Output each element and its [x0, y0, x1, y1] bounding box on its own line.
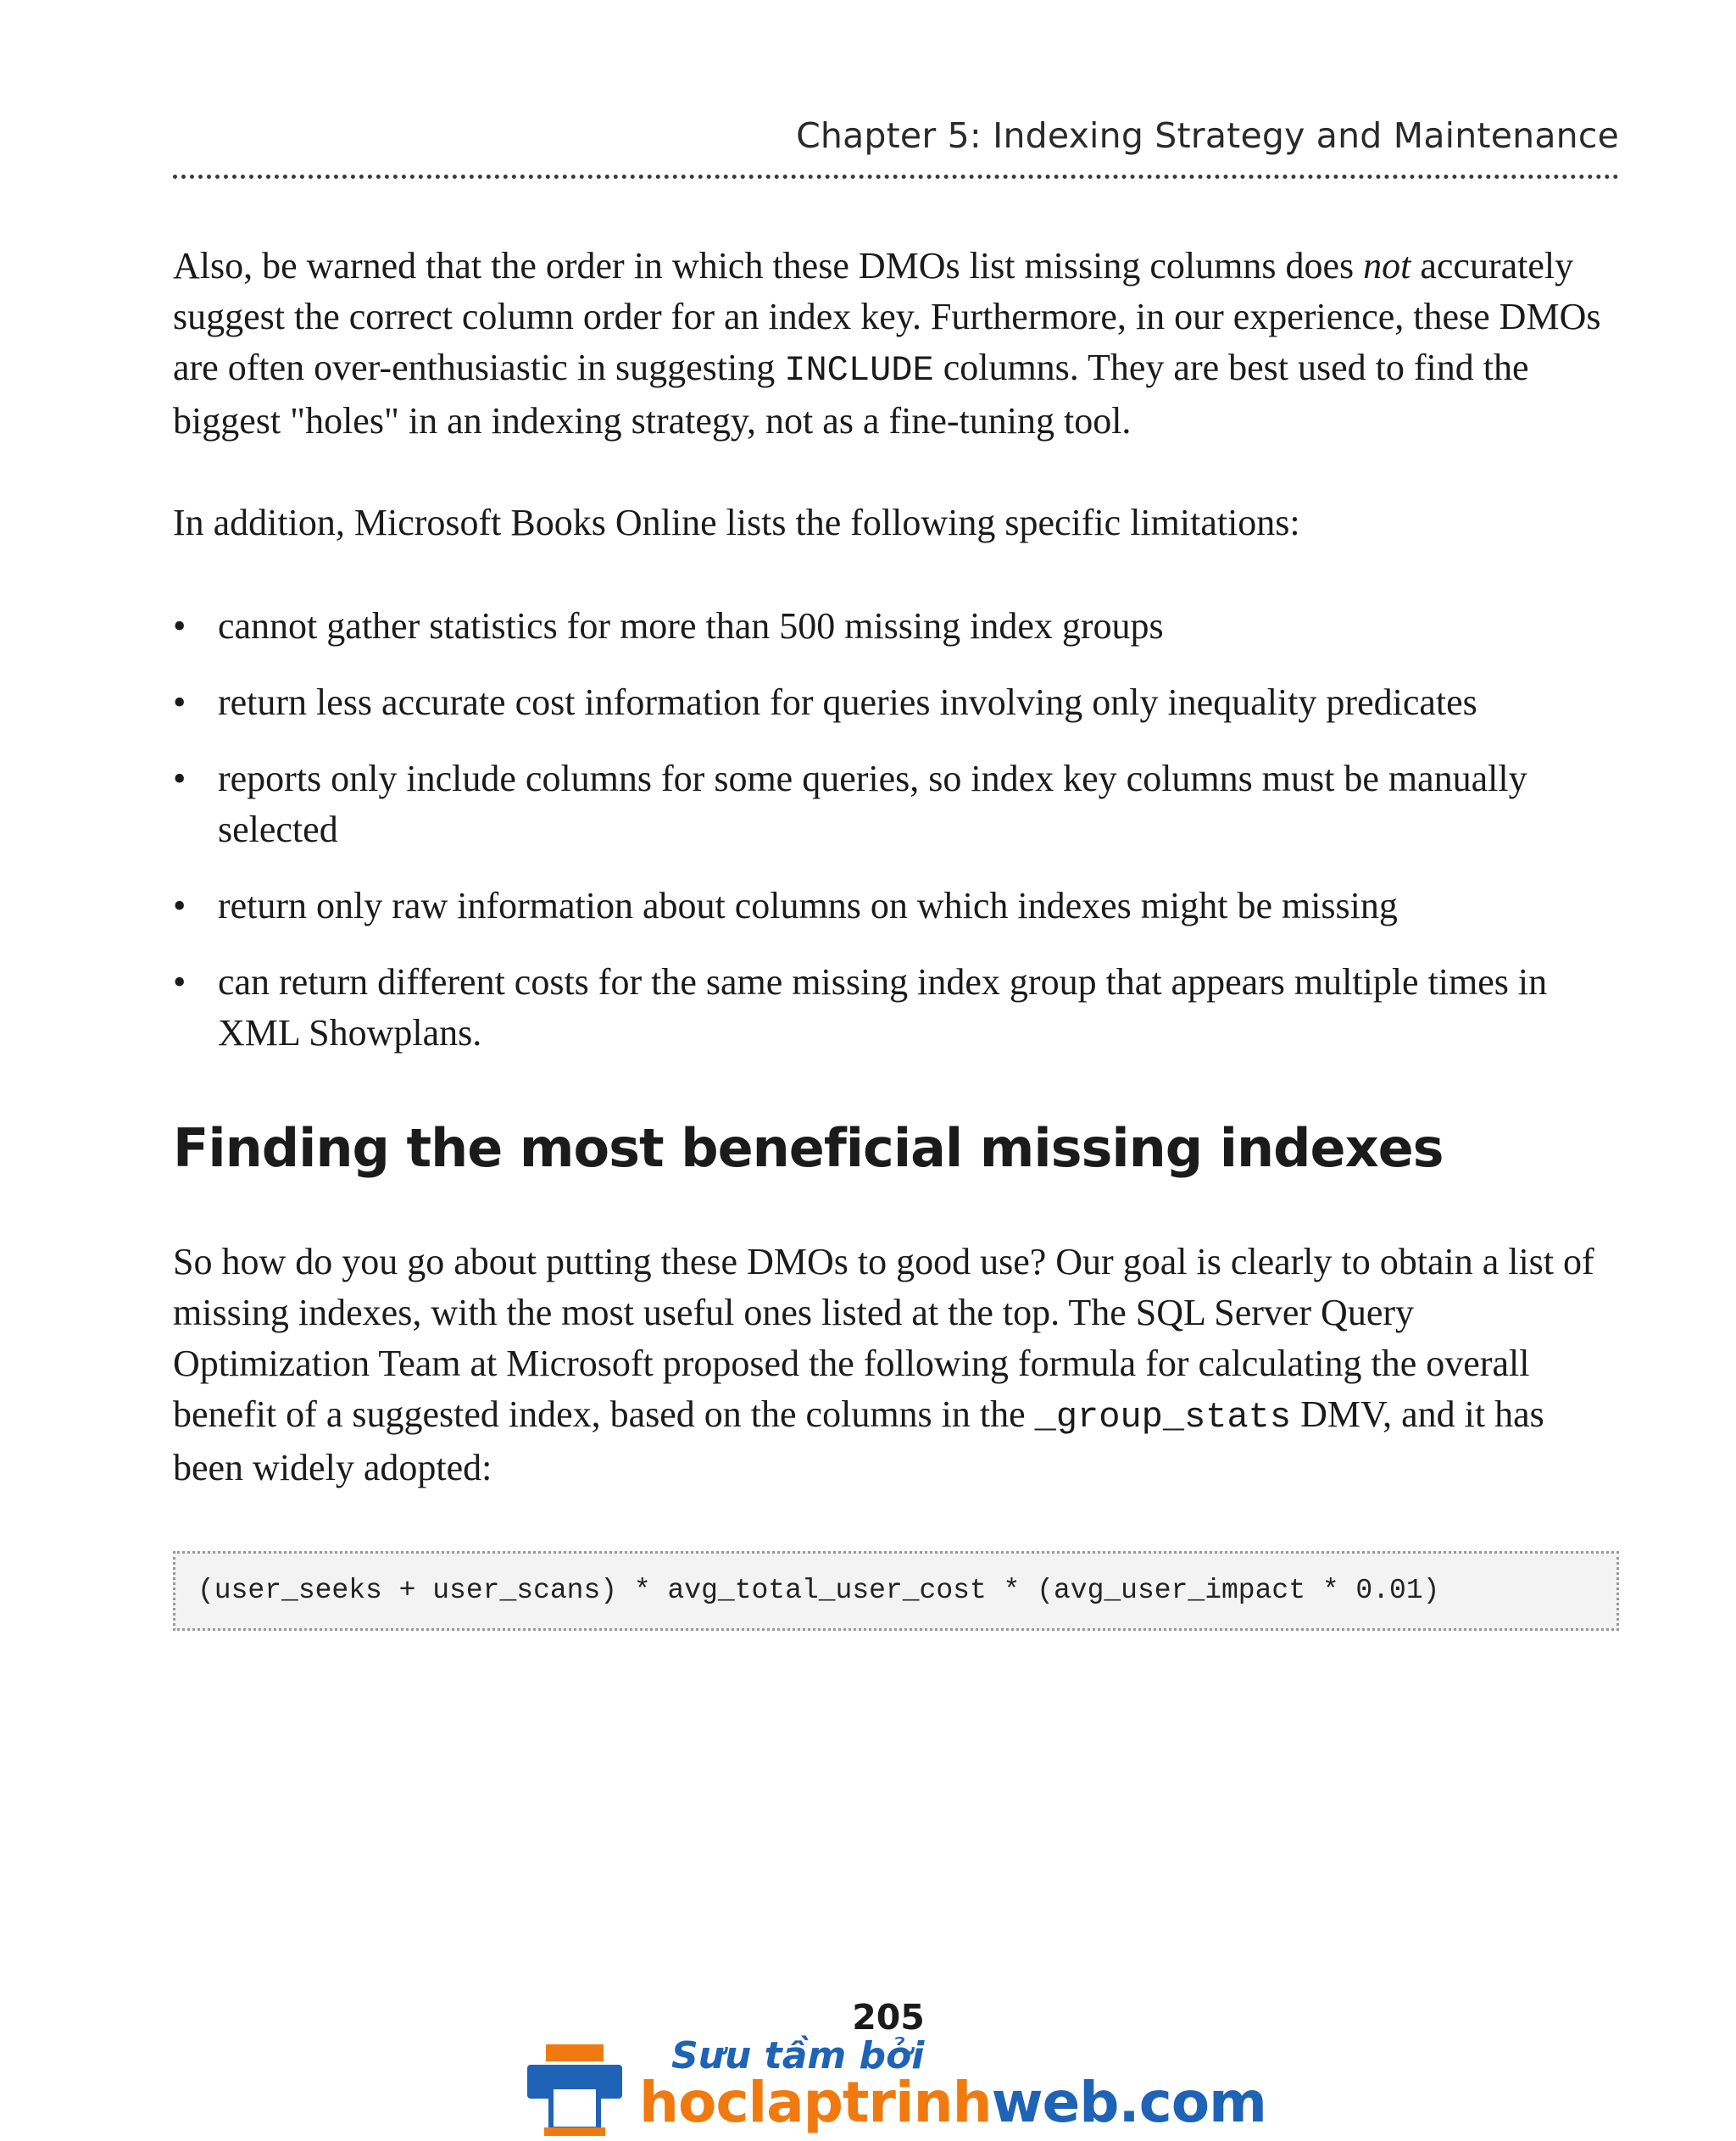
paragraph-benefit-formula — [173, 1237, 1619, 1493]
watermark-tagline: Sưu tầm bởi — [671, 2034, 925, 2077]
text-run: Also, be warned that the order in which these DMOs list missing columns does — [173, 245, 1364, 286]
code-block-formula: (user_seeks + user_scans) * avg_total_user_cost * (avg_user_impact * 0.01) — [173, 1551, 1619, 1631]
text-run: columns. They are best used to find the biggest "holes" in an indexing strategy, not as a fine-tuning tool. — [173, 347, 1529, 442]
bullet: • — [173, 961, 186, 1003]
watermark-site-part2: web.com — [991, 2070, 1266, 2135]
list-item-text: cannot gather statistics for more than 500 missing index groups — [218, 605, 1164, 647]
running-header: Chapter 5: Indexing Strategy and Maintenance — [796, 115, 1619, 156]
watermark-site-part1: hoclaptrinh — [639, 2070, 992, 2135]
paragraph-dmo-order-warning — [173, 241, 1619, 447]
header-dotted-rule — [173, 175, 1619, 179]
inline-code-include: INCLUDE — [784, 350, 934, 391]
list-item-text: reports only include columns for some queries, so index key columns must be manually selected — [218, 758, 1527, 850]
list-item-text: can return different costs for the same missing index group that appears multiple times in XML Showplans. — [218, 961, 1548, 1054]
text-run: DMV, and it has been widely adopted: — [173, 1393, 1544, 1488]
printer-logo-icon — [527, 2044, 622, 2136]
watermark-site — [639, 2070, 1266, 2135]
list-item — [173, 957, 1619, 1059]
list-item — [173, 754, 1619, 855]
bullet: • — [173, 605, 186, 647]
limitations-list — [173, 601, 1619, 1059]
bullet: • — [173, 681, 186, 723]
list-item-text: return only raw information about columns on which indexes might be missing — [218, 885, 1398, 926]
list-item-text: return less accurate cost information for queries involving only inequality predicates — [218, 681, 1477, 723]
section-heading: Finding the most beneficial missing indexes — [173, 1117, 1444, 1179]
list-item — [173, 601, 1619, 652]
page-body — [173, 241, 1619, 1631]
page-number: 205 — [852, 1997, 925, 2038]
list-item — [173, 881, 1619, 931]
bullet: • — [173, 885, 186, 926]
text-run: So how do you go about putting these DMOs to good use? Our goal is clearly to obtain a list of missing indexes, with the most useful ones listed at the top. The SQL Server Query Optimization Team at Microsoft proposed the following formula for calculating the overall benefit of a suggested index, based on the columns in the — [173, 1241, 1594, 1435]
text-run: accurately suggest the correct column order for an index key. Furthermore, in our experience, these DMOs are often over-enthusiastic in suggesting — [173, 245, 1601, 388]
watermark-logo — [527, 2034, 1266, 2136]
paragraph-limitations-intro: In addition, Microsoft Books Online lists the following specific limitations: — [173, 502, 1300, 543]
list-item — [173, 677, 1619, 728]
inline-code-group-stats: _group_stats — [1034, 1397, 1292, 1438]
bullet: • — [173, 758, 186, 799]
emphasis-not: not — [1363, 245, 1411, 286]
